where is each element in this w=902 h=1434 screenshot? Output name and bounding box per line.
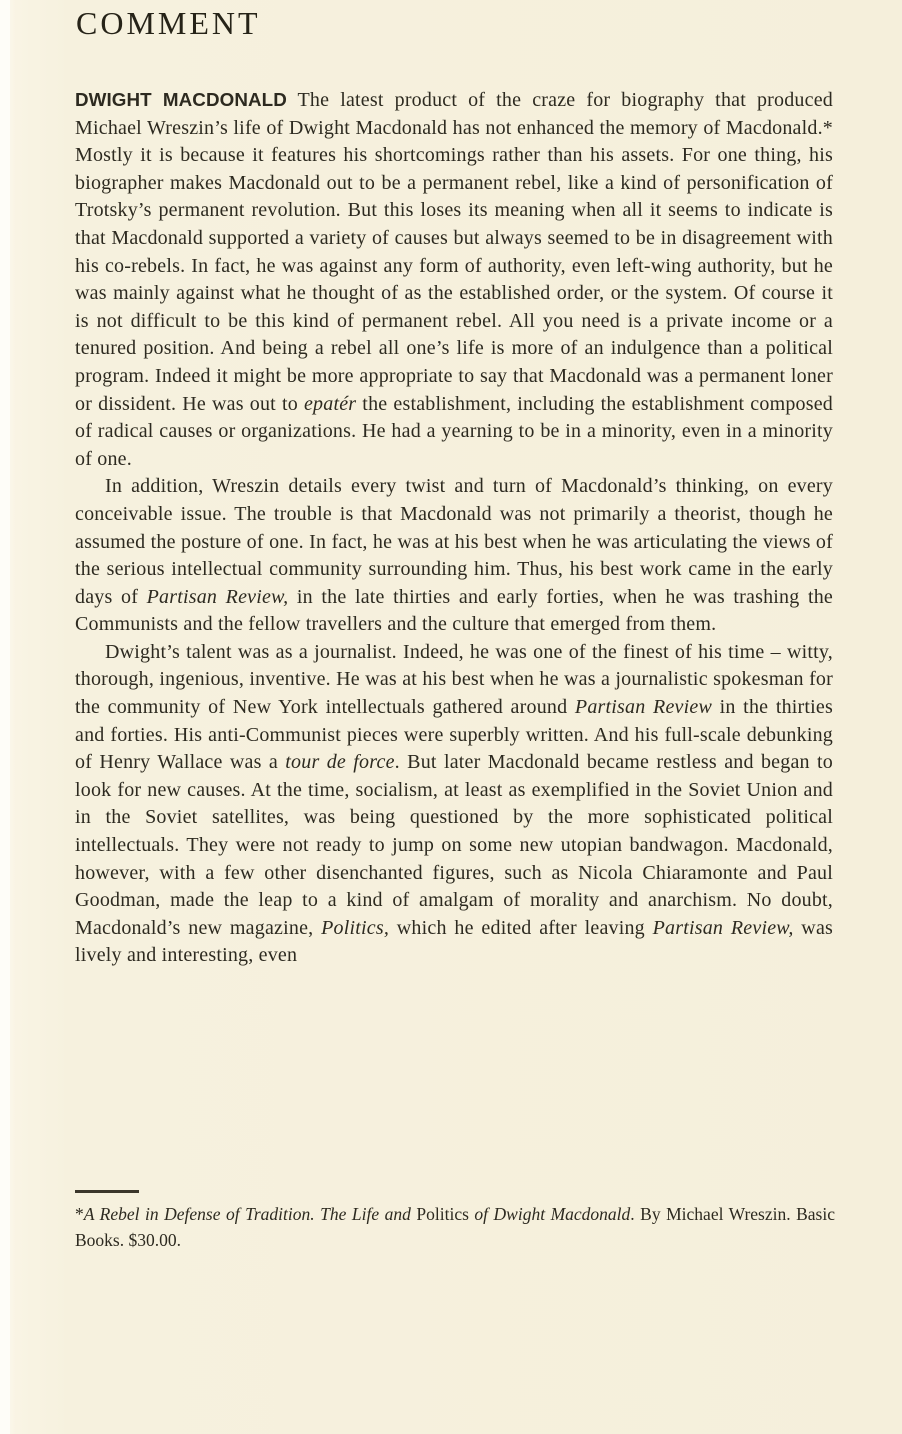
text-segment: A Rebel in Defense of Tradition. The Life and [83,1204,417,1224]
text-segment: Politics, [321,916,390,939]
text-segment: * [75,1204,84,1224]
text-segment: . But later Macdonald became restless and began to look for new causes. At the time, socialism, at least as exemplified in the Soviet Union and in the Soviet satellites, was being questioned by the more sophisticated political intellectuals. They were not ready to jump on some new utopian bandwagon. Macdonald, however, with a few other disenchanted figures, such as Nicola Chiaramonte and Paul Goodman, made the leap to a kind of amalgam of morality and anarchism. No doubt, Macdonald’s new magazine, [75,751,833,939]
text-segment: Partisan Review, [146,585,289,608]
section-title: COMMENT [76,5,261,41]
text-segment: epatér [303,392,357,415]
paragraph-3 [75,639,833,970]
scan-edge [0,0,10,1434]
paragraph-2 [75,473,833,639]
text-segment: Partisan Review, [652,916,794,939]
footnote-rule [75,1190,139,1193]
footnote [75,1190,835,1253]
text-segment: tour de force [285,751,395,774]
paragraph-1 [75,86,833,473]
text-segment: Dwight’s talent was as a journalist. Indeed, he was one of the finest of his time – witty, thorough, ingenious, inventive. He was at his best when he was a journalistic spokesman for the community of New York intellectuals gathered around [75,640,833,719]
text-segment: Partisan Review [574,696,712,719]
text-segment: In addition, Wreszin details every twist and turn of Macdonald’s thinking, on every conceivable issue. The trouble is that Macdonald was not primarily a theorist, though he assumed the posture of one. In fact, he was at his best when he was articulating the views of the serious intellectual community surrounding him. Thus, his best work came in the early days of [75,475,833,608]
text-segment: in the late thirties and early forties, when he was trashing the Communists and the fellow travellers and the culture that emerged from them. [75,585,834,636]
text-segment: which he edited after leaving [389,916,653,939]
article-body [75,86,833,970]
text-segment: in the thirties and forties. His anti-Communist pieces were superbly written. And his full-scale debunking of Henry Wallace was a [75,696,833,774]
text-segment: Politics [416,1204,475,1224]
text-segment: the establishment, including the establishment composed of radical causes or organizations. He had a yearning to be in a minority, even in a minority of one. [75,392,833,470]
text-segment: DWIGHT MACDONALD [75,89,287,110]
text-segment: . By Michael Wreszin. Basic Books. $30.00. [75,1204,836,1250]
text-segment: of Dwight Macdonald [474,1204,631,1224]
text-segment: The latest product of the craze for biography that produced Michael Wreszin’s life of Dwight Macdonald has not enhanced the memory of Macdonald.* Mostly it is because it features his shortcomings rather than his assets. For one thing, his biographer makes Macdonald out to be a permanent rebel, like a kind of personification of Trotsky’s permanent revolution. But this loses its meaning when all it seems to indicate is that Macdonald supported a variety of causes but always seemed to be in disagreement with his co-rebels. In fact, he was against any form of authority, even left-wing authority, but he was mainly against what he thought of as the established order, or the system. Of course it is not difficult to be this kind of permanent rebel. All you need is a private income or a tenured position. And being a rebel all one’s life is more of an indulgence than a political program. Indeed it might be more appropriate to say that Macdonald was a permanent loner or dissident. He was out to [75,89,833,415]
text-segment: was lively and interesting, even [75,916,834,967]
footnote-text [75,1202,835,1253]
